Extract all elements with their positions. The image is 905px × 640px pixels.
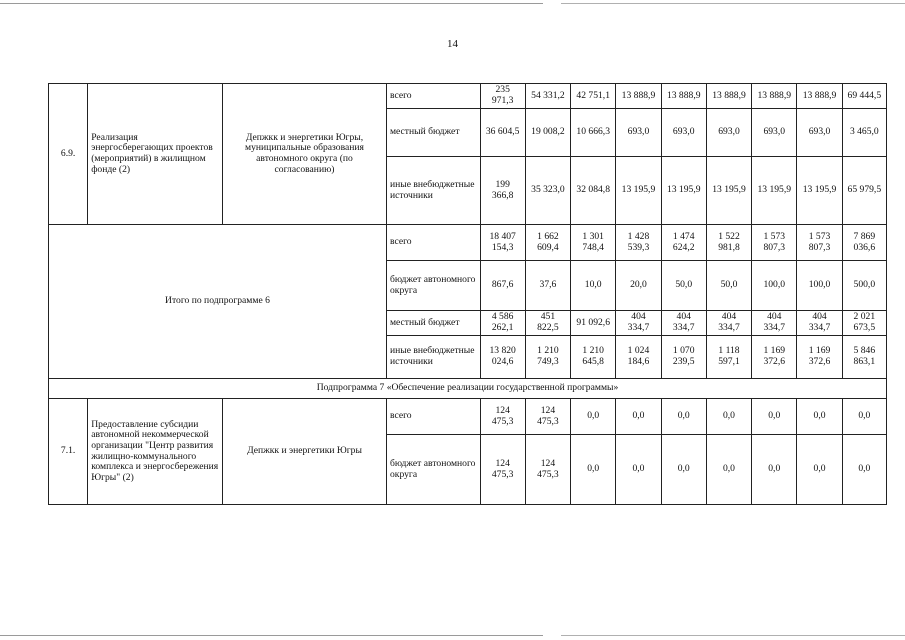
value-cell: 13 888,9 <box>661 84 706 109</box>
value-cell: 1 210 645,8 <box>571 336 616 379</box>
value-cell: 4 586 262,1 <box>480 311 525 336</box>
row-subprogram7-heading <box>49 379 887 399</box>
value-cell: 404 334,7 <box>661 311 706 336</box>
value-cell: 65 979,5 <box>842 157 886 225</box>
value-cell: 693,0 <box>706 109 751 157</box>
value-cell: 35 323,0 <box>525 157 570 225</box>
value-cell: 0,0 <box>842 435 886 505</box>
value-cell: 10 666,3 <box>571 109 616 157</box>
value-cell: 451 822,5 <box>525 311 570 336</box>
source-cell: бюджет автономного округа <box>386 261 480 311</box>
value-cell: 0,0 <box>571 435 616 505</box>
value-cell: 42 751,1 <box>571 84 616 109</box>
value-cell: 13 820 024,6 <box>480 336 525 379</box>
code-cell: 6.9. <box>49 84 88 225</box>
source-cell: всего <box>386 399 480 435</box>
value-cell: 867,6 <box>480 261 525 311</box>
value-cell: 1 474 624,2 <box>661 225 706 261</box>
value-cell: 235 971,3 <box>480 84 525 109</box>
value-cell: 10,0 <box>571 261 616 311</box>
value-cell: 13 195,9 <box>661 157 706 225</box>
value-cell: 13 888,9 <box>797 84 842 109</box>
row-69-total <box>49 84 887 109</box>
value-cell: 13 195,9 <box>797 157 842 225</box>
value-cell: 0,0 <box>706 435 751 505</box>
value-cell: 404 334,7 <box>797 311 842 336</box>
executor-cell: Депжкк и энергетики Югры, муниципальные образования автономного округа (по согласованию) <box>223 84 387 225</box>
value-cell: 7 869 036,6 <box>842 225 886 261</box>
subprogram-title: Подпрограмма 7 «Обеспечение реализации государственной программы» <box>49 379 887 399</box>
executor-cell: Депжкк и энергетики Югры <box>223 399 387 505</box>
value-cell: 2 021 673,5 <box>842 311 886 336</box>
value-cell: 693,0 <box>797 109 842 157</box>
value-cell: 50,0 <box>661 261 706 311</box>
value-cell: 54 331,2 <box>525 84 570 109</box>
value-cell: 0,0 <box>842 399 886 435</box>
source-cell: иные внебюджетные источники <box>386 157 480 225</box>
value-cell: 13 195,9 <box>752 157 797 225</box>
value-cell: 0,0 <box>661 399 706 435</box>
value-cell: 404 334,7 <box>706 311 751 336</box>
value-cell: 1 210 749,3 <box>525 336 570 379</box>
source-cell: всего <box>386 84 480 109</box>
value-cell: 0,0 <box>616 435 661 505</box>
source-cell: бюджет автономного округа <box>386 435 480 505</box>
value-cell: 124 475,3 <box>480 399 525 435</box>
code-cell: 7.1. <box>49 399 88 505</box>
value-cell: 37,6 <box>525 261 570 311</box>
value-cell: 1 522 981,8 <box>706 225 751 261</box>
source-cell: всего <box>386 225 480 261</box>
value-cell: 36 604,5 <box>480 109 525 157</box>
subprogram-total-label: Итого по подпрограмме 6 <box>49 225 387 379</box>
value-cell: 50,0 <box>706 261 751 311</box>
value-cell: 199 366,8 <box>480 157 525 225</box>
value-cell: 13 888,9 <box>752 84 797 109</box>
value-cell: 13 195,9 <box>706 157 751 225</box>
value-cell: 1 070 239,5 <box>661 336 706 379</box>
value-cell: 404 334,7 <box>616 311 661 336</box>
page-number: 14 <box>447 38 458 50</box>
source-cell: местный бюджет <box>386 311 480 336</box>
program-table <box>48 83 887 505</box>
value-cell: 1 169 372,6 <box>752 336 797 379</box>
value-cell: 100,0 <box>752 261 797 311</box>
value-cell: 0,0 <box>661 435 706 505</box>
value-cell: 19 008,2 <box>525 109 570 157</box>
value-cell: 693,0 <box>661 109 706 157</box>
value-cell: 124 475,3 <box>525 399 570 435</box>
value-cell: 5 846 863,1 <box>842 336 886 379</box>
value-cell: 0,0 <box>797 399 842 435</box>
value-cell: 1 301 748,4 <box>571 225 616 261</box>
value-cell: 1 662 609,4 <box>525 225 570 261</box>
value-cell: 0,0 <box>616 399 661 435</box>
value-cell: 693,0 <box>616 109 661 157</box>
source-cell: иные внебюджетные источники <box>386 336 480 379</box>
value-cell: 500,0 <box>842 261 886 311</box>
value-cell: 91 092,6 <box>571 311 616 336</box>
value-cell: 100,0 <box>797 261 842 311</box>
value-cell: 1 573 807,3 <box>797 225 842 261</box>
value-cell: 13 195,9 <box>616 157 661 225</box>
scan-edge-bottom <box>0 635 905 636</box>
value-cell: 1 024 184,6 <box>616 336 661 379</box>
value-cell: 0,0 <box>571 399 616 435</box>
value-cell: 0,0 <box>706 399 751 435</box>
value-cell: 124 475,3 <box>525 435 570 505</box>
value-cell: 1 118 597,1 <box>706 336 751 379</box>
value-cell: 1 169 372,6 <box>797 336 842 379</box>
value-cell: 124 475,3 <box>480 435 525 505</box>
value-cell: 13 888,9 <box>616 84 661 109</box>
value-cell: 0,0 <box>752 435 797 505</box>
scan-edge-top <box>0 3 905 4</box>
value-cell: 32 084,8 <box>571 157 616 225</box>
row-total6-all <box>49 225 887 261</box>
measure-name-cell: Реализация энергосберегающих проектов (мероприятий) в жилищном фонде (2) <box>88 84 223 225</box>
value-cell: 404 334,7 <box>752 311 797 336</box>
value-cell: 0,0 <box>752 399 797 435</box>
value-cell: 20,0 <box>616 261 661 311</box>
row-71-total <box>49 399 887 435</box>
value-cell: 1 428 539,3 <box>616 225 661 261</box>
source-cell: местный бюджет <box>386 109 480 157</box>
value-cell: 0,0 <box>797 435 842 505</box>
value-cell: 3 465,0 <box>842 109 886 157</box>
value-cell: 1 573 807,3 <box>752 225 797 261</box>
measure-name-cell: Предоставление субсидии автономной некоммерческой организации "Центр развития жилищно-коммунального комплекса и энергосбережения Югры" (2) <box>88 399 223 505</box>
value-cell: 693,0 <box>752 109 797 157</box>
value-cell: 13 888,9 <box>706 84 751 109</box>
value-cell: 18 407 154,3 <box>480 225 525 261</box>
value-cell: 69 444,5 <box>842 84 886 109</box>
